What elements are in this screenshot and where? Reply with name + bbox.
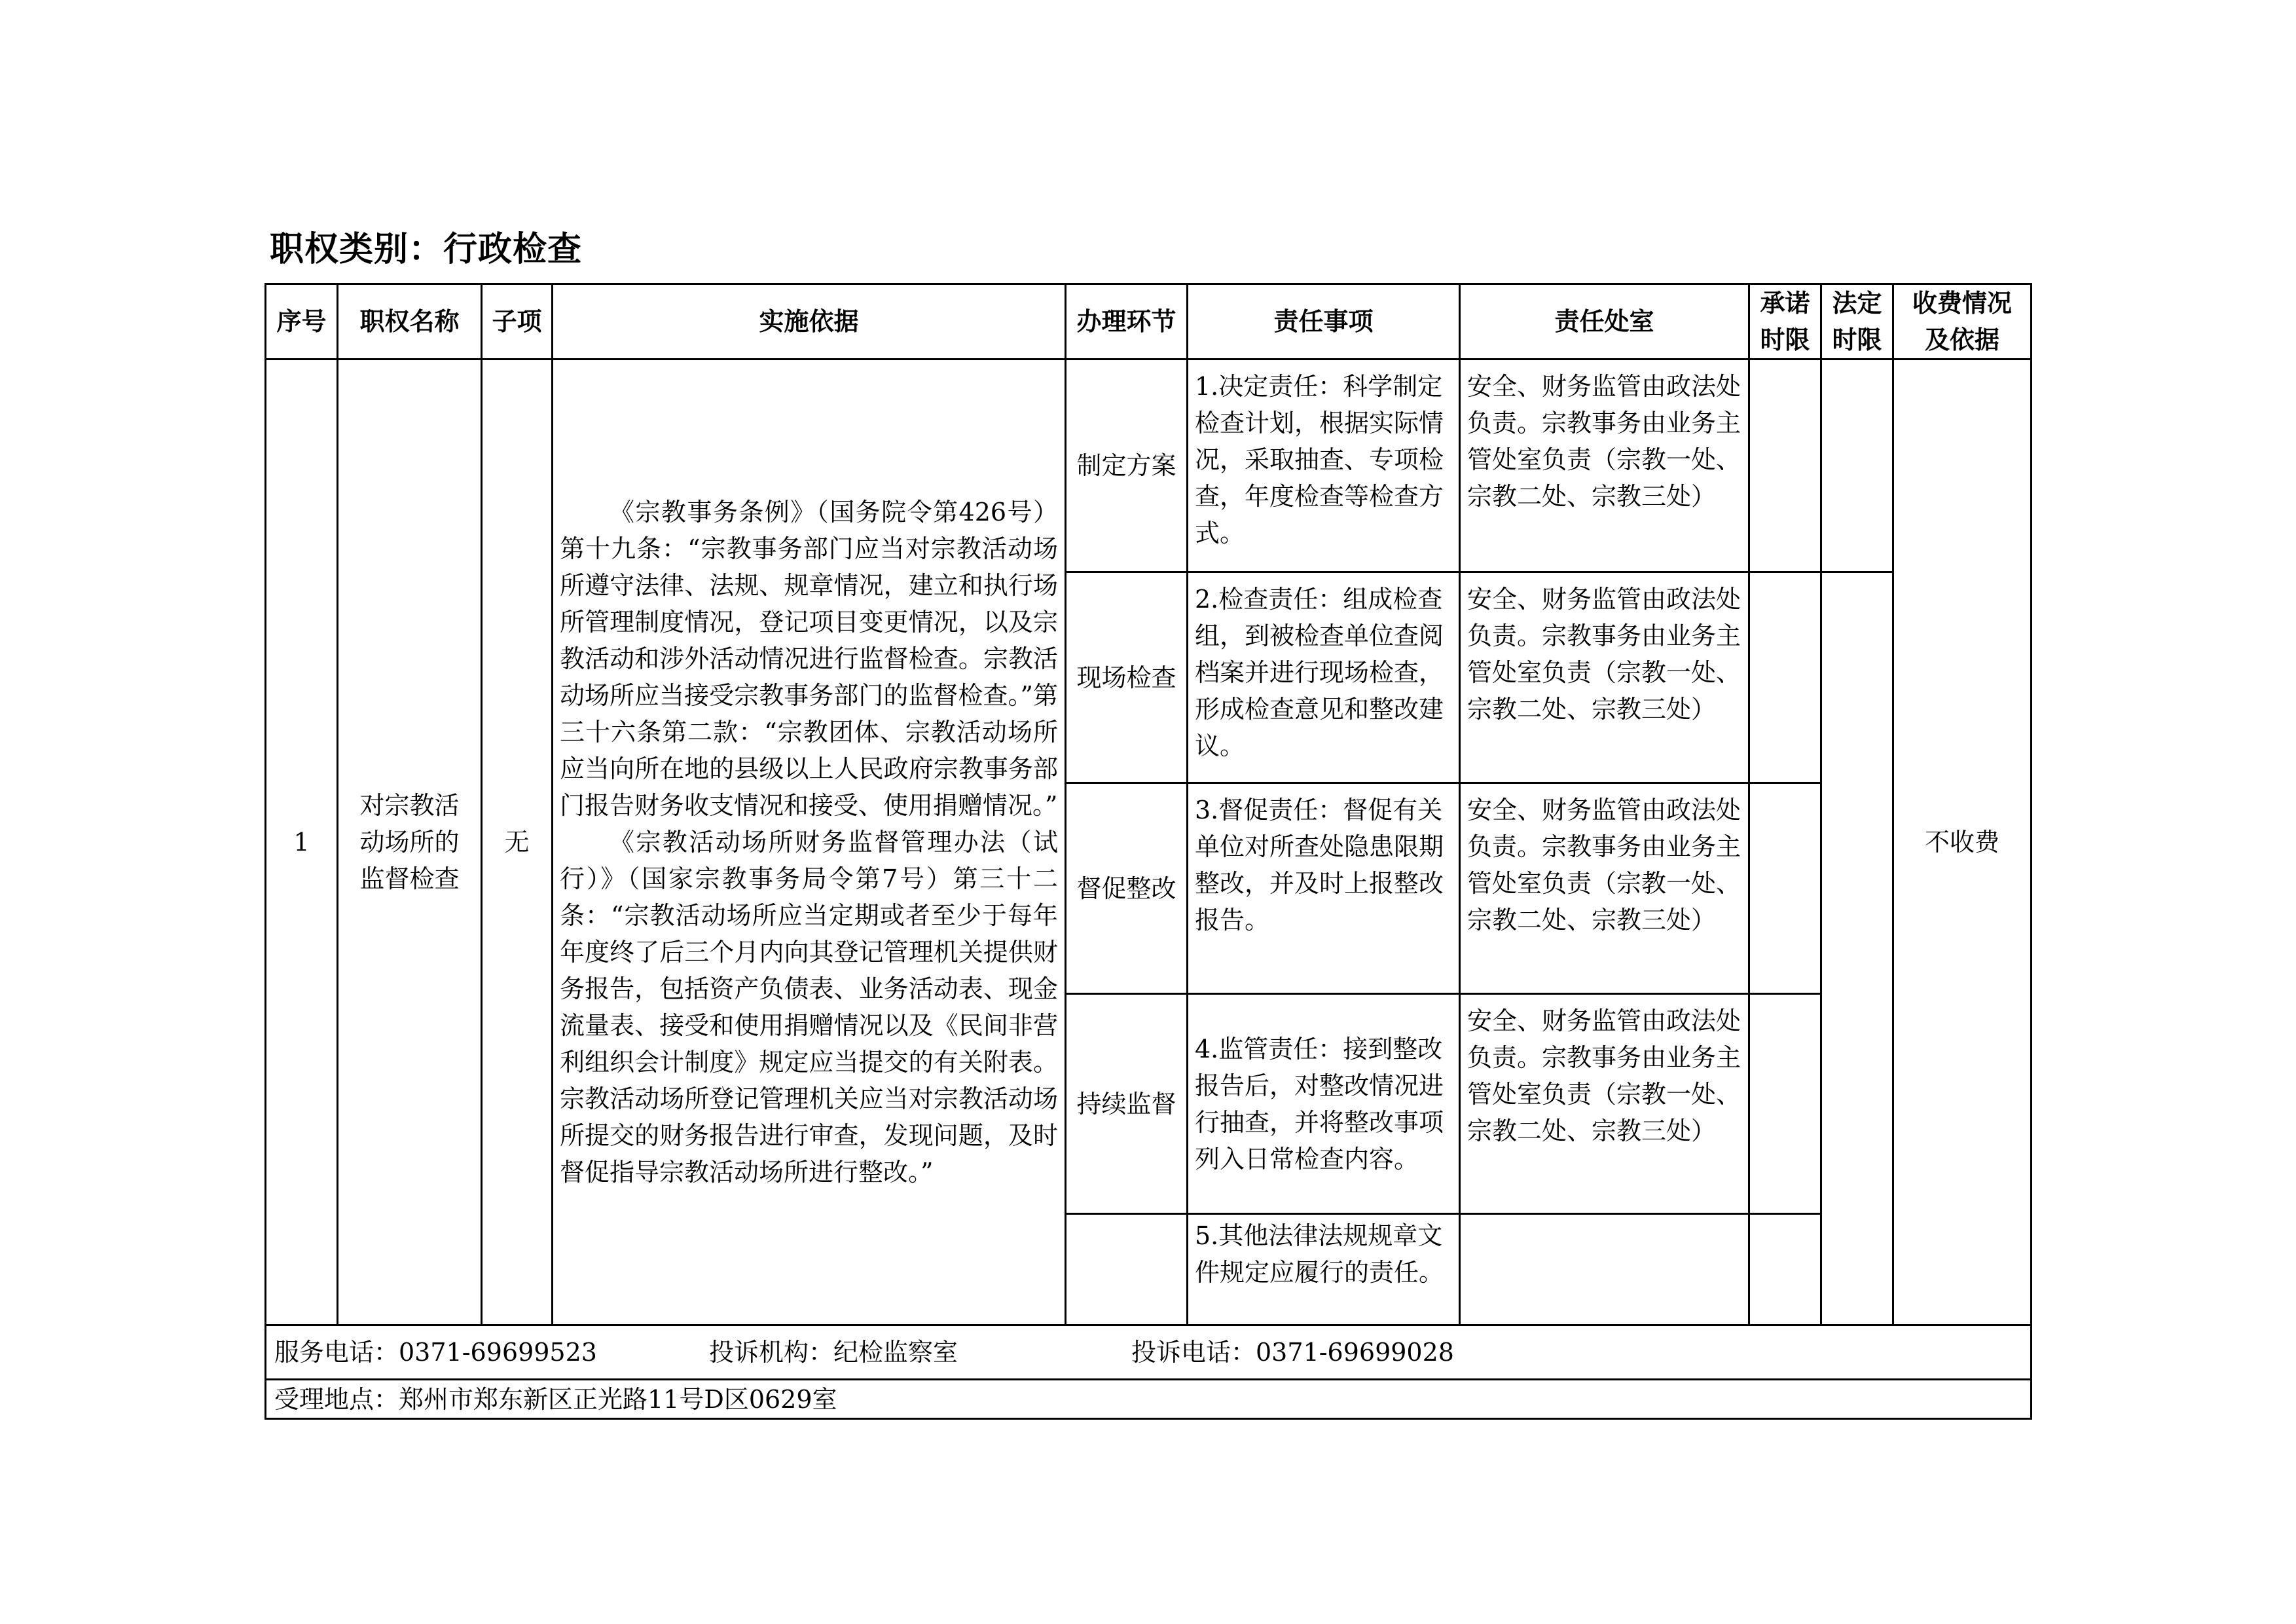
header-fee: 收费情况 及依据 (1893, 284, 2032, 360)
promise-limit-cell (1749, 783, 1821, 994)
promise-limit-cell (1749, 994, 1821, 1214)
promise-limit-cell (1749, 572, 1821, 783)
duty-cell: 1.决定责任：科学制定检查计划，根据实际情况，采取抽查、专项检查，年度检查等检查方式。 (1188, 360, 1460, 572)
header-seq: 序号 (266, 284, 338, 360)
row-basis (553, 360, 1066, 1325)
header-duty: 责任事项 (1188, 284, 1460, 360)
header-promise-limit: 承诺 时限 (1749, 284, 1821, 360)
header-row (266, 284, 2032, 360)
complaint-phone: 投诉电话：0371-69699028 (1131, 1338, 1454, 1367)
duty-cell: 5.其他法律法规规章文件规定应履行的责任。 (1188, 1214, 1460, 1325)
footer-contact-row (266, 1325, 2032, 1380)
stage-cell: 制定方案 (1066, 360, 1188, 572)
header-stage: 办理环节 (1066, 284, 1188, 360)
complaint-org: 投诉机构：纪检监察室 (709, 1338, 958, 1367)
stage-cell (1066, 1214, 1188, 1325)
service-phone: 服务电话：0371-69699523 (274, 1338, 597, 1367)
table-row (266, 360, 2032, 572)
row-power-name: 对宗教活动场所的监督检查 (338, 360, 482, 1325)
basis-paragraph-1: 《宗教事务条例》（国务院令第426号）第十九条：“宗教事务部门应当对宗教活动场所遵守法律、法规、规章情况，建立和执行场所管理制度情况，登记项目变更情况，以及宗教活动和涉外活动情况进行监督检查。宗教活动场所应当接受宗教事务部门的监督检查。”第三十六条第二款：“宗教团体、宗教活动场所应当向所在地的县级以上人民政府宗教事务部门报告财务收支情况和接受、使用捐赠情况。” (560, 498, 1058, 820)
legal-limit-cell (1821, 360, 1893, 572)
duty-cell: 3.督促责任：督促有关单位对所查处隐患限期整改，并及时上报整改报告。 (1188, 783, 1460, 994)
footer-address-row (266, 1380, 2032, 1419)
office-cell: 安全、财务监管由政法处负责。宗教事务由业务主管处室负责（宗教一处、宗教二处、宗教三处） (1460, 572, 1749, 783)
footer-contact-cell (266, 1325, 2032, 1380)
office-cell: 安全、财务监管由政法处负责。宗教事务由业务主管处室负责（宗教一处、宗教二处、宗教三处） (1460, 783, 1749, 994)
row-fee: 不收费 (1893, 360, 2032, 1325)
promise-limit-cell (1749, 1214, 1821, 1325)
document-title: 职权类别：行政检查 (270, 230, 583, 269)
basis-paragraph-2: 《宗教活动场所财务监督管理办法（试行）》（国家宗教事务局令第7号）第三十二条：“宗教活动场所应当定期或者至少于每年年度终了后三个月内向其登记管理机关提供财务报告，包括资产负债表、业务活动表、现金流量表、接受和使用捐赠情况以及《民间非营利组织会计制度》规定应当提交的有关附表。宗教活动场所登记管理机关应当对宗教活动场所提交的财务报告进行审查，发现问题，及时督促指导宗教活动场所进行整改。” (560, 828, 1058, 1187)
row-seq: 1 (266, 360, 338, 1325)
legal-limit-cell (1821, 572, 1893, 1325)
header-legal-limit: 法定 时限 (1821, 284, 1893, 360)
power-list-table (264, 283, 2032, 1420)
header-basis: 实施依据 (553, 284, 1066, 360)
office-cell (1460, 1214, 1749, 1325)
promise-limit-cell (1749, 360, 1821, 572)
stage-cell: 持续监督 (1066, 994, 1188, 1214)
row-sub: 无 (482, 360, 553, 1325)
duty-cell: 4.监管责任：接到整改报告后，对整改情况进行抽查，并将整改事项列入日常检查内容。 (1188, 994, 1460, 1214)
address: 受理地点：郑州市郑东新区正光路11号D区0629室 (274, 1384, 837, 1414)
header-office: 责任处室 (1460, 284, 1749, 360)
footer-address-cell (266, 1380, 2032, 1419)
office-cell: 安全、财务监管由政法处负责。宗教事务由业务主管处室负责（宗教一处、宗教二处、宗教三处） (1460, 994, 1749, 1214)
stage-cell: 督促整改 (1066, 783, 1188, 994)
header-name: 职权名称 (338, 284, 482, 360)
office-cell: 安全、财务监管由政法处负责。宗教事务由业务主管处室负责（宗教一处、宗教二处、宗教三处） (1460, 360, 1749, 572)
duty-cell: 2.检查责任：组成检查组，到被检查单位查阅档案并进行现场检查，形成检查意见和整改建议。 (1188, 572, 1460, 783)
header-sub: 子项 (482, 284, 553, 360)
stage-cell: 现场检查 (1066, 572, 1188, 783)
